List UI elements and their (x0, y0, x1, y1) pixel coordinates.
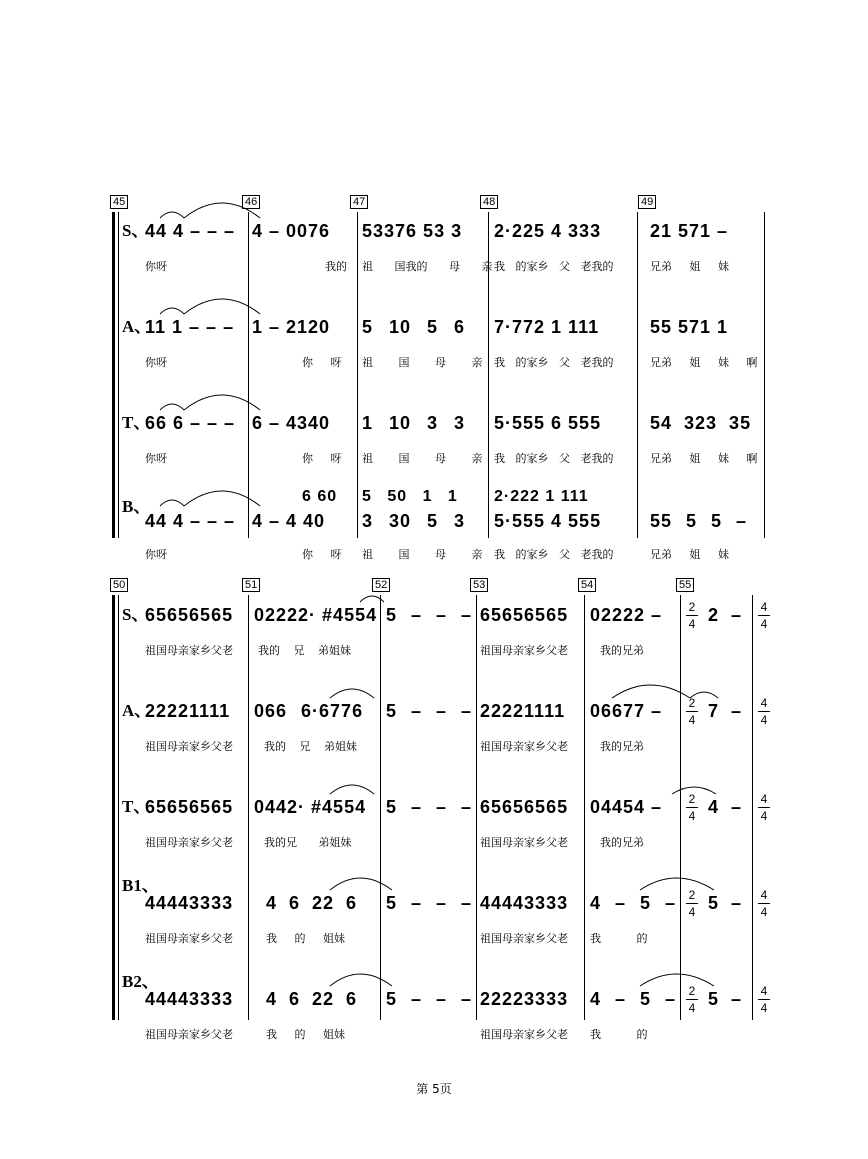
voice-label-tenor: T、 (122, 413, 151, 432)
notes-m48: 5·555 4 555 (494, 511, 602, 531)
lyric: 我 的 (590, 1028, 648, 1041)
notes-m46: 4 – 0076 (252, 221, 331, 241)
lyric: 兄弟 姐 妹 啊 (650, 452, 758, 465)
lyric: 我的 兄 弟姐妹 (264, 740, 357, 753)
notes-m53: 65656565 (480, 605, 569, 625)
time-signature-2-4: 2 4 (686, 696, 698, 727)
lyric: 祖国母亲家乡父老 (480, 1028, 568, 1041)
tie (184, 299, 260, 314)
lyric: 我的兄 弟姐妹 (264, 836, 352, 849)
time-signature-4-4: 4 4 (758, 696, 770, 727)
measure-number-45: 45 (110, 195, 128, 209)
notes-m51: 4 6 22 6 (266, 989, 358, 1009)
slur (160, 404, 184, 410)
lyric: 兄弟 姐 妹 (650, 260, 729, 273)
notes-m52: 5 – – – (386, 797, 473, 817)
slur (360, 596, 384, 602)
lyric: 你 呀 (302, 452, 342, 465)
notes-upper-m47: 5 50 1 1 (362, 488, 458, 505)
time-signature-4-4: 4 4 (758, 792, 770, 823)
lyric: 你 呀 (302, 548, 342, 561)
notes-m55: 4 – (708, 797, 743, 817)
voice-label-alto: A、 (122, 701, 152, 720)
tie (690, 692, 718, 698)
lyric: 我 的家乡 父 老我的 (494, 356, 614, 369)
notes-m46: 6 – 4340 (252, 413, 331, 433)
notes-m49: 54 323 35 (650, 413, 752, 433)
notes-m53: 22221111 (480, 701, 566, 721)
notes-m55: 5 – (708, 893, 743, 913)
notes-m53: 22223333 (480, 989, 569, 1009)
lyric: 我的 (325, 260, 347, 273)
notes-m49: 55 571 1 (650, 317, 729, 337)
notes-m54: 4 – 5 – (590, 893, 677, 913)
notes-m52: 5 – – – (386, 989, 473, 1009)
notes-m50: 22221111 (145, 701, 231, 721)
tie (640, 878, 714, 890)
voice-label-bass2: B2、 (122, 972, 159, 991)
lyric: 祖国母亲家乡父老 (145, 1028, 233, 1041)
notes-m48: 2·225 4 333 (494, 221, 602, 241)
time-signature-2-4: 2 4 (686, 888, 698, 919)
notes-m51: 066 6·6776 (254, 701, 364, 721)
notes-m55: 5 – (708, 989, 743, 1009)
notes-m53: 44443333 (480, 893, 569, 913)
lyric: 我 的 姐妹 (266, 932, 345, 945)
notes-m52: 5 – – – (386, 893, 473, 913)
lyric: 祖国母亲家乡父老 (480, 740, 568, 753)
notes-m48: 5·555 6 555 (494, 413, 602, 433)
lyric: 你呀 (145, 548, 167, 561)
lyric: 你呀 (145, 356, 167, 369)
slur (160, 308, 184, 314)
slur (330, 785, 374, 794)
lyric: 祖国母亲家乡父老 (480, 644, 568, 657)
notes-m49: 21 571 – (650, 221, 729, 241)
lyric: 祖国母亲家乡父老 (145, 644, 233, 657)
notes-m51: 4 6 22 6 (266, 893, 358, 913)
slur (330, 689, 374, 698)
lyric: 祖国母亲家乡父老 (145, 740, 233, 753)
slur (330, 974, 392, 986)
time-signature-2-4: 2 4 (686, 984, 698, 1015)
lyric: 祖 国 母 亲 (362, 356, 483, 369)
lyric: 我 的家乡 父 老我的 (494, 548, 614, 561)
notes-m54: 04454 – (590, 797, 663, 817)
measure-number-50: 50 (110, 578, 128, 592)
notes-m50: 65656565 (145, 797, 234, 817)
lyric: 我 的家乡 父 老我的 (494, 452, 614, 465)
lyric: 你呀 (145, 452, 167, 465)
lyric: 祖 国 母 亲 (362, 452, 483, 465)
measure-number-46: 46 (242, 195, 260, 209)
measure-number-54: 54 (578, 578, 596, 592)
lyric: 兄弟 姐 妹 啊 (650, 356, 758, 369)
tie (184, 395, 260, 410)
measure-number-49: 49 (638, 195, 656, 209)
lyric: 我 的 (590, 932, 648, 945)
measure-number-52: 52 (372, 578, 390, 592)
notes-m54: 02222 – (590, 605, 663, 625)
page-number: 第 5页 (416, 1082, 452, 1096)
tie (640, 974, 714, 986)
notes-m47: 3 30 5 3 (362, 511, 466, 531)
lyric: 你 呀 (302, 356, 342, 369)
notes-m54: 06677 – (590, 701, 663, 721)
tie (184, 491, 260, 506)
measure-number-55: 55 (676, 578, 694, 592)
notes-m50: 65656565 (145, 605, 234, 625)
voice-label-bass: B、 (122, 497, 151, 516)
time-signature-2-4: 2 4 (686, 600, 698, 631)
lyric: 你呀 (145, 260, 167, 273)
notes-upper-m48: 2·222 1 111 (494, 488, 589, 505)
notes-m55: 2 – (708, 605, 743, 625)
measure-number-51: 51 (242, 578, 260, 592)
lyric: 我的 兄 弟姐妹 (258, 644, 351, 657)
voice-label-soprano: S、 (122, 605, 149, 624)
notes-m45: 66 6 – – – (145, 413, 236, 433)
tie (184, 203, 260, 218)
tie (612, 685, 690, 698)
lyric: 祖国母亲家乡父老 (480, 836, 568, 849)
notes-m55: 7 – (708, 701, 743, 721)
lyric: 祖国母亲家乡父老 (145, 932, 233, 945)
tie (672, 787, 716, 794)
lyric: 祖国母亲家乡父老 (480, 932, 568, 945)
notes-m46: 1 – 2120 (252, 317, 331, 337)
lyric: 祖 国我的 母 亲 (362, 260, 493, 273)
time-signature-4-4: 4 4 (758, 888, 770, 919)
notes-m47: 1 10 3 3 (362, 413, 466, 433)
lyric: 我的兄弟 (600, 740, 644, 753)
notes-m50: 44443333 (145, 893, 234, 913)
lyric: 祖 国 母 亲 (362, 548, 483, 561)
notes-m51: 0442· #4554 (254, 797, 367, 817)
time-signature-4-4: 4 4 (758, 984, 770, 1015)
lyric: 我的兄弟 (600, 644, 644, 657)
notes-m45: 44 4 – – – (145, 221, 236, 241)
measure-number-53: 53 (470, 578, 488, 592)
measure-number-48: 48 (480, 195, 498, 209)
notes-m48: 7·772 1 111 (494, 317, 600, 337)
notes-m47: 53376 53 3 (362, 221, 463, 241)
notes-m51: 02222· #4554 (254, 605, 378, 625)
lyric: 我 的 姐妹 (266, 1028, 345, 1041)
voice-label-bass1: B1、 (122, 876, 159, 895)
notes-m49: 55 5 5 – (650, 511, 748, 531)
slur (160, 500, 184, 506)
notes-m47: 5 10 5 6 (362, 317, 466, 337)
time-signature-2-4: 2 4 (686, 792, 698, 823)
notes-m52: 5 – – – (386, 605, 473, 625)
lyric: 祖国母亲家乡父老 (145, 836, 233, 849)
notes-m45: 11 1 – – – (145, 317, 235, 337)
voice-label-alto: A、 (122, 317, 152, 336)
slur (330, 878, 392, 890)
lyric: 我 的家乡 父 老我的 (494, 260, 614, 273)
notes-m52: 5 – – – (386, 701, 473, 721)
voice-label-tenor: T、 (122, 797, 151, 816)
lyric: 兄弟 姐 妹 (650, 548, 729, 561)
notes-m45: 44 4 – – – (145, 511, 236, 531)
lyric: 我的兄弟 (600, 836, 644, 849)
notes-upper-m46: 6 60 (302, 488, 338, 505)
time-signature-4-4: 4 4 (758, 600, 770, 631)
notes-m54: 4 – 5 – (590, 989, 677, 1009)
notes-m53: 65656565 (480, 797, 569, 817)
measure-number-47: 47 (350, 195, 368, 209)
voice-label-soprano: S、 (122, 221, 149, 240)
slur (160, 212, 184, 218)
notes-m50: 44443333 (145, 989, 234, 1009)
notes-m46: 4 – 4 40 (252, 511, 326, 531)
